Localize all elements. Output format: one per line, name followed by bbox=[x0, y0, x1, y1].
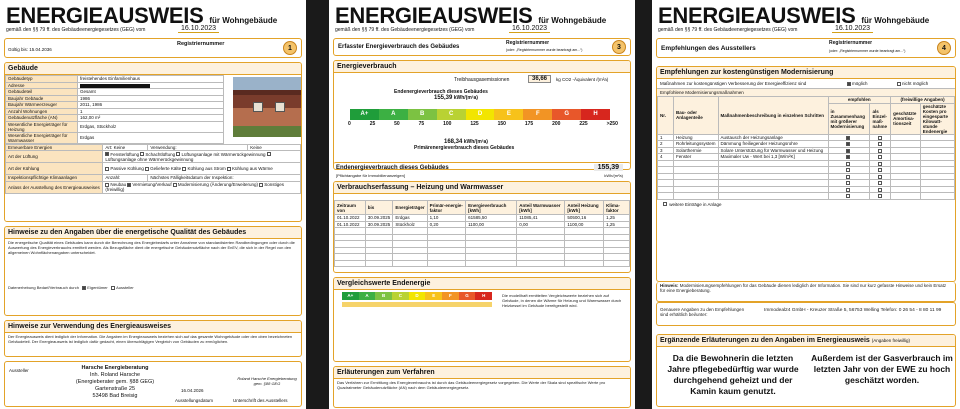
scale-tick: 75 bbox=[418, 121, 425, 127]
col-part: Bau- oder Anlagenteile bbox=[674, 97, 719, 135]
comparison-section bbox=[333, 277, 631, 362]
certificate-page-1 bbox=[0, 0, 306, 409]
table-cell bbox=[658, 193, 674, 200]
table-cell bbox=[565, 260, 604, 267]
page-number-badge: 1 bbox=[283, 41, 297, 55]
house-photo bbox=[233, 77, 301, 137]
table-cell: 0,00 bbox=[517, 221, 565, 228]
co2-label: Treibhausgasemissionen bbox=[454, 77, 510, 83]
signature-label: Unterschrift des Ausstellers bbox=[233, 398, 288, 403]
consumption-col: Anteil Warmwasser [kWh] bbox=[517, 201, 565, 215]
checkbox[interactable] bbox=[846, 188, 850, 192]
table-cell bbox=[427, 260, 466, 267]
section-title: Hinweise zur Verwendung des Energieausweises bbox=[5, 321, 301, 333]
class-h: H bbox=[475, 292, 492, 300]
row-value: 2011, 1986 bbox=[77, 102, 223, 109]
scale-tick: 100 bbox=[443, 121, 452, 127]
table-cell: Stückholz bbox=[393, 221, 427, 228]
data-basis: Datenerhebung Bedarf/Verbrauch durch Eigentümer Aussteller bbox=[8, 285, 134, 290]
table-cell bbox=[466, 260, 517, 267]
class-a-plus: A+ bbox=[342, 292, 359, 300]
class-a-plus: A+ bbox=[350, 109, 379, 120]
comparison-text: Die modellhaft ermittelten Vergleichswerte beziehen sich auf Gebäude, in denen die Wärme für Heizung und Warmwasser durch Heizkessel im Gebäude bereitgestellt wird. bbox=[502, 293, 622, 308]
col-amortisation: geschätzte Amortisa-tionszeit bbox=[891, 103, 921, 134]
checkbox[interactable] bbox=[846, 175, 850, 179]
law-date: 16.10.2023 bbox=[509, 25, 550, 33]
checkbox[interactable] bbox=[878, 155, 882, 159]
class-h: H bbox=[581, 109, 610, 120]
checkbox[interactable] bbox=[846, 181, 850, 185]
consumption-col: Energieträger bbox=[393, 201, 427, 215]
section-title: Energieverbrauch bbox=[334, 61, 630, 73]
issuer-address: Harsche Energieberatung Inh. Roland Harsche (Energieberater gem. §88 GEG) Gartenstraße 25 53498 Bad Breisig bbox=[75, 365, 155, 399]
table-cell: Heizung bbox=[674, 134, 719, 141]
table-cell: 50500,16 bbox=[565, 215, 604, 222]
valid-until: Gültig bis: 15.04.2036 bbox=[8, 47, 52, 52]
law-line: gemäß den §§ 79 ff. des Gebäudeenergiegesetzes (GEG) vom bbox=[6, 27, 146, 33]
class-a: A bbox=[379, 109, 408, 120]
row-value: 162,00 m² bbox=[77, 115, 223, 122]
row-label: Wesentliche Energieträger für Warmwasser bbox=[6, 132, 78, 143]
row-label: Gebäudetyp bbox=[6, 76, 78, 83]
page-number-badge: 3 bbox=[612, 40, 626, 54]
reason-label: Anlass der Ausstellung des Energieausweises bbox=[6, 181, 103, 193]
scale-tick: 0 bbox=[348, 121, 351, 127]
class-e: E bbox=[425, 292, 442, 300]
inspection-label: Inspektionspflichtige Klimaanlagen bbox=[6, 175, 103, 182]
checkbox[interactable] bbox=[847, 82, 851, 86]
end-energy-pointer: Endenergieverbrauch dieses Gebäudes 155,39 kWh/(m²a) bbox=[394, 89, 488, 101]
inspection-count: Anzahl: bbox=[103, 175, 148, 182]
end-energy-summary-unit: kWh/(m²a) bbox=[604, 173, 623, 178]
col-combined: in Zusammenhang mit größerer Modernisierung bbox=[828, 103, 870, 134]
scale-tick: 25 bbox=[369, 121, 376, 127]
scale-tick: 150 bbox=[497, 121, 506, 127]
issuer-section bbox=[4, 361, 302, 407]
header-box bbox=[333, 38, 631, 56]
table-cell bbox=[365, 260, 393, 267]
building-table bbox=[5, 75, 224, 144]
usage-label: Verwendung: bbox=[148, 144, 248, 151]
cooling-options: Passive Kühlung Gelieferte Kälte Kühlung aus Strom Kühlung aus Wärme bbox=[103, 163, 301, 175]
table-cell: 30.09.2025 bbox=[365, 221, 393, 228]
end-energy-summary-value: 155,39 bbox=[594, 164, 623, 171]
recommended-label: Empfohlene Modernisierungsmaßnahmen bbox=[657, 89, 955, 96]
table-cell: 1,25 bbox=[604, 221, 630, 228]
table-cell bbox=[674, 193, 719, 200]
law-line: gemäß den §§ 79 ff. des Gebäudeenergiegesetzes (GEG) vom bbox=[335, 27, 475, 33]
doc-title: ENERGIEAUSWEIS für Wohngebäude bbox=[335, 3, 607, 28]
checkbox[interactable] bbox=[105, 167, 109, 171]
section-title: Hinweise zu den Angaben über die energetische Qualität des Gebäudes bbox=[5, 227, 301, 239]
consumption-col: Klima-faktor bbox=[604, 201, 630, 215]
table-cell: Dämmung freiliegender Heizungsrohre bbox=[718, 141, 828, 148]
section-title: Vergleichswerte Endenergie bbox=[334, 278, 630, 290]
consumption-col: Energieverbrauch [kWh] bbox=[466, 201, 517, 215]
consumption-col: Primär-energie-faktor bbox=[427, 201, 466, 215]
table-cell: Erdgas bbox=[393, 215, 427, 222]
checkbox[interactable] bbox=[897, 82, 901, 86]
reason-options: Neubau Vermietung/Verkauf Modernisierung (Änderung/Erweiterung) Sonstiges (freiwillig) bbox=[103, 181, 301, 193]
issuer-label: Aussteller bbox=[9, 368, 29, 373]
usage-hints-section bbox=[4, 320, 302, 357]
checkbox[interactable] bbox=[846, 136, 850, 140]
comparison-strip bbox=[342, 302, 492, 307]
checkbox[interactable] bbox=[878, 136, 882, 140]
ventilation-label: Art der Lüftung bbox=[6, 151, 103, 163]
table-cell: 1100,00 bbox=[466, 221, 517, 228]
law-date: 16.10.2023 bbox=[832, 25, 873, 33]
checkbox[interactable] bbox=[878, 175, 882, 179]
class-g: G bbox=[552, 109, 581, 120]
table-cell: 01.10.2022 bbox=[335, 221, 366, 228]
scale-tick: 50 bbox=[394, 121, 400, 127]
checkbox[interactable] bbox=[846, 155, 850, 159]
building-section bbox=[4, 62, 302, 222]
checkbox[interactable] bbox=[846, 168, 850, 172]
table-cell bbox=[828, 193, 870, 200]
additional-notes-section bbox=[656, 334, 956, 407]
class-d: D bbox=[466, 109, 495, 120]
checkbox[interactable] bbox=[878, 188, 882, 192]
table-cell: Solare Unterstützung für Warmwasser und Heizung bbox=[718, 147, 828, 154]
table-cell: 2 bbox=[658, 141, 674, 148]
checkbox[interactable] bbox=[878, 142, 882, 146]
usage-value: Keine bbox=[248, 144, 301, 151]
table-cell: 1,25 bbox=[604, 215, 630, 222]
scale-tick: 125 bbox=[470, 121, 479, 127]
building-row bbox=[6, 132, 224, 143]
table-cell: Maximaler Uw - Wert bei 1,3 [W/m²K] bbox=[718, 154, 828, 161]
section-title: Empfehlungen zur kostengünstigen Modernisierung bbox=[657, 67, 955, 79]
row-label: Baujahr Gebäude bbox=[6, 95, 78, 102]
law-line: gemäß den §§ 79 ff. des Gebäudeenergiegesetzes (GEG) vom bbox=[658, 27, 798, 33]
checkbox[interactable] bbox=[111, 286, 115, 290]
class-e: E bbox=[494, 109, 523, 120]
page-heading: Empfehlungen des Ausstellers bbox=[661, 45, 756, 52]
section-title: Erläuterungen zum Verfahren bbox=[334, 367, 630, 379]
table-cell bbox=[920, 193, 954, 200]
table-cell: 1 bbox=[658, 134, 674, 141]
table-cell: 1100,00 bbox=[565, 221, 604, 228]
systems-table bbox=[5, 144, 301, 194]
header-box bbox=[4, 38, 302, 58]
table-cell: Solarthermie bbox=[674, 147, 719, 154]
renewable-label: Erneuerbare Energien bbox=[6, 144, 103, 151]
checkbox[interactable] bbox=[878, 194, 882, 198]
registration-label: Registriernummer bbox=[506, 40, 550, 46]
co2-unit: kg CO2 -Äquivalent /(m²a) bbox=[556, 77, 609, 82]
row-value: Erdgas bbox=[77, 132, 223, 143]
signature-stamp: Roland Harsche Energieberatung gem. §88 GEG bbox=[237, 376, 297, 386]
doc-title: ENERGIEAUSWEIS für Wohngebäude bbox=[658, 3, 930, 28]
checkbox[interactable] bbox=[878, 162, 882, 166]
table-cell bbox=[335, 260, 366, 267]
col-single: als Einzel-maß-nahme bbox=[870, 103, 891, 134]
checkbox[interactable] bbox=[259, 183, 263, 187]
table-cell: 1,10 bbox=[427, 215, 466, 222]
header-box bbox=[656, 38, 956, 58]
registration-label: Registriernummer bbox=[177, 41, 225, 47]
end-energy-summary-label: Endenergieverbrauch dieses Gebäudes bbox=[336, 165, 449, 171]
table-cell: 4 bbox=[658, 154, 674, 161]
row-value: 1986 bbox=[77, 95, 223, 102]
checkbox[interactable] bbox=[145, 167, 149, 171]
table-cell bbox=[604, 260, 630, 267]
end-energy-summary-sub: [Pflichtangabe für Immobilienanzeigen] bbox=[336, 173, 405, 178]
building-row bbox=[6, 121, 224, 132]
section-title: Gebäude bbox=[5, 63, 301, 75]
table-row bbox=[335, 260, 630, 267]
class-f: F bbox=[523, 109, 552, 120]
quality-hints-section bbox=[4, 226, 302, 316]
col-desc: Maßnahmenbeschreibung in einzelnen Schritten bbox=[718, 97, 828, 135]
table-cell: 3 bbox=[658, 147, 674, 154]
col-cost: geschätzte Kosten pro eingesparte Kilowatt-stunde Endenergie bbox=[920, 103, 954, 134]
note-right: Außerdem ist der Gasverbrauch im letzten Jahr von der EWE zu hoch geschätzt worden. bbox=[811, 353, 953, 385]
class-d: D bbox=[409, 292, 426, 300]
table-cell bbox=[891, 193, 921, 200]
table-cell bbox=[393, 260, 427, 267]
consumption-col: Zeitraum von bbox=[335, 201, 366, 215]
possible-line: Maßnahmen zur kostengünstigen Verbesserung der Energieeffizienz sind möglich nicht möglich bbox=[657, 79, 955, 89]
checkbox[interactable] bbox=[878, 168, 882, 172]
row-value: Gesamt bbox=[77, 89, 223, 96]
checkbox[interactable] bbox=[267, 152, 271, 156]
row-label: Baujahr Wärmeerzeuger bbox=[6, 102, 78, 109]
class-b: B bbox=[408, 109, 437, 120]
issue-date: 16.04.2026 bbox=[181, 388, 204, 393]
row-value: Erdgas, Stückholz bbox=[77, 121, 223, 132]
row-label: Anzahl Wohnungen bbox=[6, 108, 78, 115]
explanation-section bbox=[333, 366, 631, 408]
certificate-page-3 bbox=[329, 0, 635, 409]
section-title: Verbrauchserfassung – Heizung und Warmwasser bbox=[334, 182, 630, 194]
cooling-label: Art der Kühlung bbox=[6, 163, 103, 175]
issue-date-label: Ausstellungsdatum bbox=[175, 398, 214, 403]
table-cell: Austausch der Heizungsanlage bbox=[718, 134, 828, 141]
scale-tick: >250 bbox=[606, 121, 618, 127]
col-group-optional: (freiwillige Angaben) bbox=[891, 97, 955, 104]
primary-energy-pointer: 168,34 kWh/(m²a) Primärenergieverbrauch dieses Gebäudes bbox=[414, 139, 515, 151]
table-cell: 01.10.2022 bbox=[335, 215, 366, 222]
checkbox[interactable] bbox=[878, 181, 882, 185]
table-row bbox=[335, 215, 630, 222]
page-number-badge: 4 bbox=[937, 41, 951, 55]
table-cell bbox=[870, 193, 891, 200]
row-label: Gebäudenutzfläche (AN) bbox=[6, 115, 78, 122]
checkbox[interactable] bbox=[173, 183, 177, 187]
co2-value: 36,66 bbox=[528, 75, 551, 83]
hint-text: Die energetische Qualität eines Gebäudes kann durch die Berechnung des Energiebedarfs unter Annahme von standardisierten Randbedingungen oder durch die Auswertung des Energieverbrauchs ermittelt werden. Als Bezugsfläche dient die energetische Gebäudenutzfläche nach der EnEV, die sich in der Regel von den allgemeinen Wohnflächenangaben unterscheidet. bbox=[8, 240, 295, 255]
row-label: Wesentliche Energieträger für Heizung bbox=[6, 121, 78, 132]
notes-section bbox=[656, 282, 956, 302]
table-cell: 61585,50 bbox=[466, 215, 517, 222]
checkbox[interactable] bbox=[846, 142, 850, 146]
checkbox[interactable] bbox=[227, 167, 231, 171]
ventilation-options: Fensterlüftung Schachtlüftung Lüftungsanlage mit Wärmerückgewinnung Lüftungsanlage ohne Wärmerückgewinnung bbox=[103, 151, 301, 163]
row-label: Gebäudeteil bbox=[6, 89, 78, 96]
explanation-text: Das Verfahren zur Ermittlung des Energieverbrauchs ist durch das Gebäudeenergiegesetz vorgegeben. Die Werte der Skala sind spezifische Werte pro Quadratmeter Gebäudenutzfläche (AN) nach dem Gebäudeenergiegesetz. bbox=[337, 380, 606, 390]
class-c: C bbox=[437, 109, 466, 120]
scale-tick: 175 bbox=[524, 121, 534, 127]
redacted-address bbox=[80, 84, 150, 88]
checkbox[interactable] bbox=[663, 202, 667, 206]
consumption-record-section bbox=[333, 181, 631, 273]
checkbox[interactable] bbox=[82, 286, 86, 290]
comparison-scale bbox=[342, 292, 492, 300]
contact-section bbox=[656, 302, 956, 326]
contact-label: Genauere Angaben zu den Empfehlungen sind erhältlich bei/unter: bbox=[660, 307, 745, 317]
registration-hint: (oder: „Registriernummer wurde beantragt am...“) bbox=[829, 49, 906, 53]
checkbox[interactable] bbox=[846, 162, 850, 166]
checkbox[interactable] bbox=[846, 149, 850, 153]
table-cell: Fenster bbox=[674, 154, 719, 161]
modernisation-section bbox=[656, 66, 956, 282]
efficiency-scale bbox=[350, 109, 610, 120]
checkbox[interactable] bbox=[878, 149, 882, 153]
table-cell: 11085,41 bbox=[517, 215, 565, 222]
consumption-col: Anteil Heizung [kWh] bbox=[565, 201, 604, 215]
row-value: 1 bbox=[77, 108, 223, 115]
consumption-table bbox=[334, 200, 630, 267]
scale-tick: 200 bbox=[552, 121, 561, 127]
consumption-col: bis bbox=[365, 201, 393, 215]
scale-ticks bbox=[348, 121, 618, 127]
col-nr: Nr. bbox=[658, 97, 674, 135]
table-cell: 30.09.2025 bbox=[365, 215, 393, 222]
renewable-value: Art: Keine bbox=[103, 144, 148, 151]
energy-consumption-section bbox=[333, 60, 631, 170]
recommendations-table bbox=[657, 96, 955, 200]
doc-title: ENERGIEAUSWEIS für Wohngebäude bbox=[6, 3, 278, 28]
table-cell: 0,20 bbox=[427, 221, 466, 228]
row-label: Adresse bbox=[6, 82, 78, 89]
notes-text: Hinweis: Modernisierungsempfehlungen für das Gebäude dienen lediglich der Information. Sie sind nur kurz gefasste Hinweise und kein Ersatz für eine Energieberatung. bbox=[660, 283, 947, 293]
end-energy-summary bbox=[333, 162, 631, 180]
row-value: freistehendes Einfamilienhaus bbox=[77, 76, 223, 83]
table-cell bbox=[517, 260, 565, 267]
registration-hint: (oder: „Registriernummer wurde beantragt am...“) bbox=[506, 48, 583, 52]
inspection-next: Nächstes Fälligkeitsdatum der Inspektion: bbox=[148, 175, 301, 182]
more-entries: weitere Einträge in Anlage bbox=[657, 200, 955, 209]
registration-label: Registriernummer bbox=[829, 40, 873, 46]
col-group-recommended: empfohlen bbox=[828, 97, 891, 104]
class-a: A bbox=[359, 292, 376, 300]
class-b: B bbox=[375, 292, 392, 300]
section-title: Ergänzende Erläuterungen zu den Angaben im Energieausweis (Angaben freiwillig) bbox=[657, 335, 955, 347]
table-cell: Rohrleitungssystem bbox=[674, 141, 719, 148]
hint-text: Der Energieausweis dient lediglich der Information. Die Angaben im Energieausweis beziehen sich auf das gesamte Wohngebäude oder den oben bezeichneten Gebäudeteil. Der Energieausweis ist lediglich dafür gedacht, einen überschlägigen Vergleich von Gebäuden zu ermöglichen. bbox=[8, 334, 293, 344]
scale-tick: 225 bbox=[579, 121, 588, 127]
table-cell bbox=[718, 193, 828, 200]
class-c: C bbox=[392, 292, 409, 300]
page-heading: Erfasster Energieverbrauch des Gebäudes bbox=[338, 44, 460, 50]
class-f: F bbox=[442, 292, 459, 300]
table-row bbox=[658, 193, 955, 200]
checkbox[interactable] bbox=[182, 167, 186, 171]
certificate-page-4 bbox=[652, 0, 960, 409]
law-date: 16.10.2023 bbox=[178, 25, 219, 33]
note-left: Da die Bewohnerin die letzten Jahre pflegebedürftig war wurde durchgehend geheizt und der Kamin kaum genutzt. bbox=[667, 353, 799, 396]
checkbox[interactable] bbox=[127, 183, 131, 187]
checkbox[interactable] bbox=[846, 194, 850, 198]
class-g: G bbox=[459, 292, 476, 300]
contact-text: Immodeal24 GmbH - Kreuzer Straße 5, 56753 Welling Telefon: 0 26 54 - 8 80 11 99 bbox=[764, 308, 942, 313]
